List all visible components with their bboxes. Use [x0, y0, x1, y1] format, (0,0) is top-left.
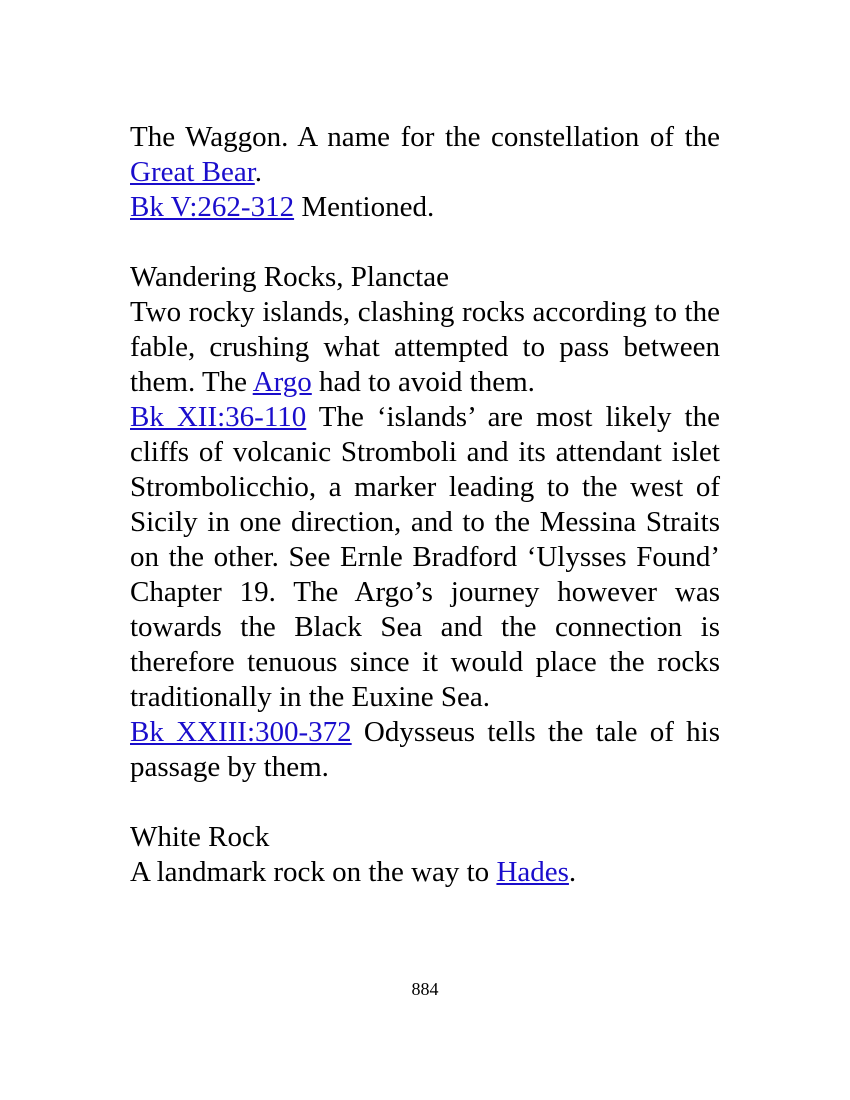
- argo-link[interactable]: Argo: [252, 366, 312, 398]
- entry-waggon: [130, 120, 720, 190]
- bk-xxiii-300-372-link[interactable]: Bk XXIII:300-372: [130, 716, 352, 748]
- entry-wandering-rocks-text: Two rocky islands, clashing rocks according to the fable, crushing what attempted to pass between them. The: [130, 296, 720, 398]
- entry-white-rock-description: [130, 855, 720, 890]
- entry-wandering-rocks-reference-2-text: Odysseus tells the tale of his passage by them.: [130, 716, 720, 783]
- hades-link[interactable]: Hades: [496, 856, 569, 888]
- page-number: 884: [411, 979, 439, 999]
- page-body: [130, 120, 720, 890]
- entry-white-rock-text-end: .: [568, 856, 577, 888]
- bk-v-262-312-link[interactable]: Bk V:262-312: [130, 191, 295, 223]
- entry-waggon-reference: [130, 190, 720, 225]
- entry-wandering-rocks-reference-1: [130, 400, 720, 715]
- entry-wandering-rocks-description: [130, 295, 720, 400]
- bk-xii-36-110-link[interactable]: Bk XII:36-110: [130, 401, 307, 433]
- entry-wandering-rocks-reference-2: [130, 715, 720, 785]
- spacer: [130, 225, 720, 260]
- entry-wandering-rocks-text-end: had to avoid them.: [311, 366, 535, 398]
- entry-white-rock-text: A landmark rock on the way to: [130, 856, 497, 888]
- entry-waggon-text: The Waggon. A name for the constellation of the: [130, 121, 720, 153]
- entry-wandering-rocks-reference-1-text: The ‘islands’ are most likely the cliffs of volcanic Stromboli and its attendant islet Strombolicchio, a marker leading to the west of Sicily in one direction, and to the Messina Straits on the other. See Ernle Bradford ‘Ulysses Found’ Chapter 19. The Argo’s journey however was towards the Black Sea and the connection is therefore tenuous since it would place the rocks traditionally in the Euxine Sea.: [130, 401, 720, 713]
- great-bear-link[interactable]: Great Bear: [130, 156, 255, 188]
- spacer: [130, 785, 720, 820]
- entry-wandering-rocks-heading: Wandering Rocks, Planctae: [130, 261, 449, 293]
- entry-waggon-period: .: [254, 156, 263, 188]
- entry-white-rock-heading: White Rock: [130, 821, 270, 853]
- entry-waggon-reference-text: Mentioned.: [294, 191, 435, 223]
